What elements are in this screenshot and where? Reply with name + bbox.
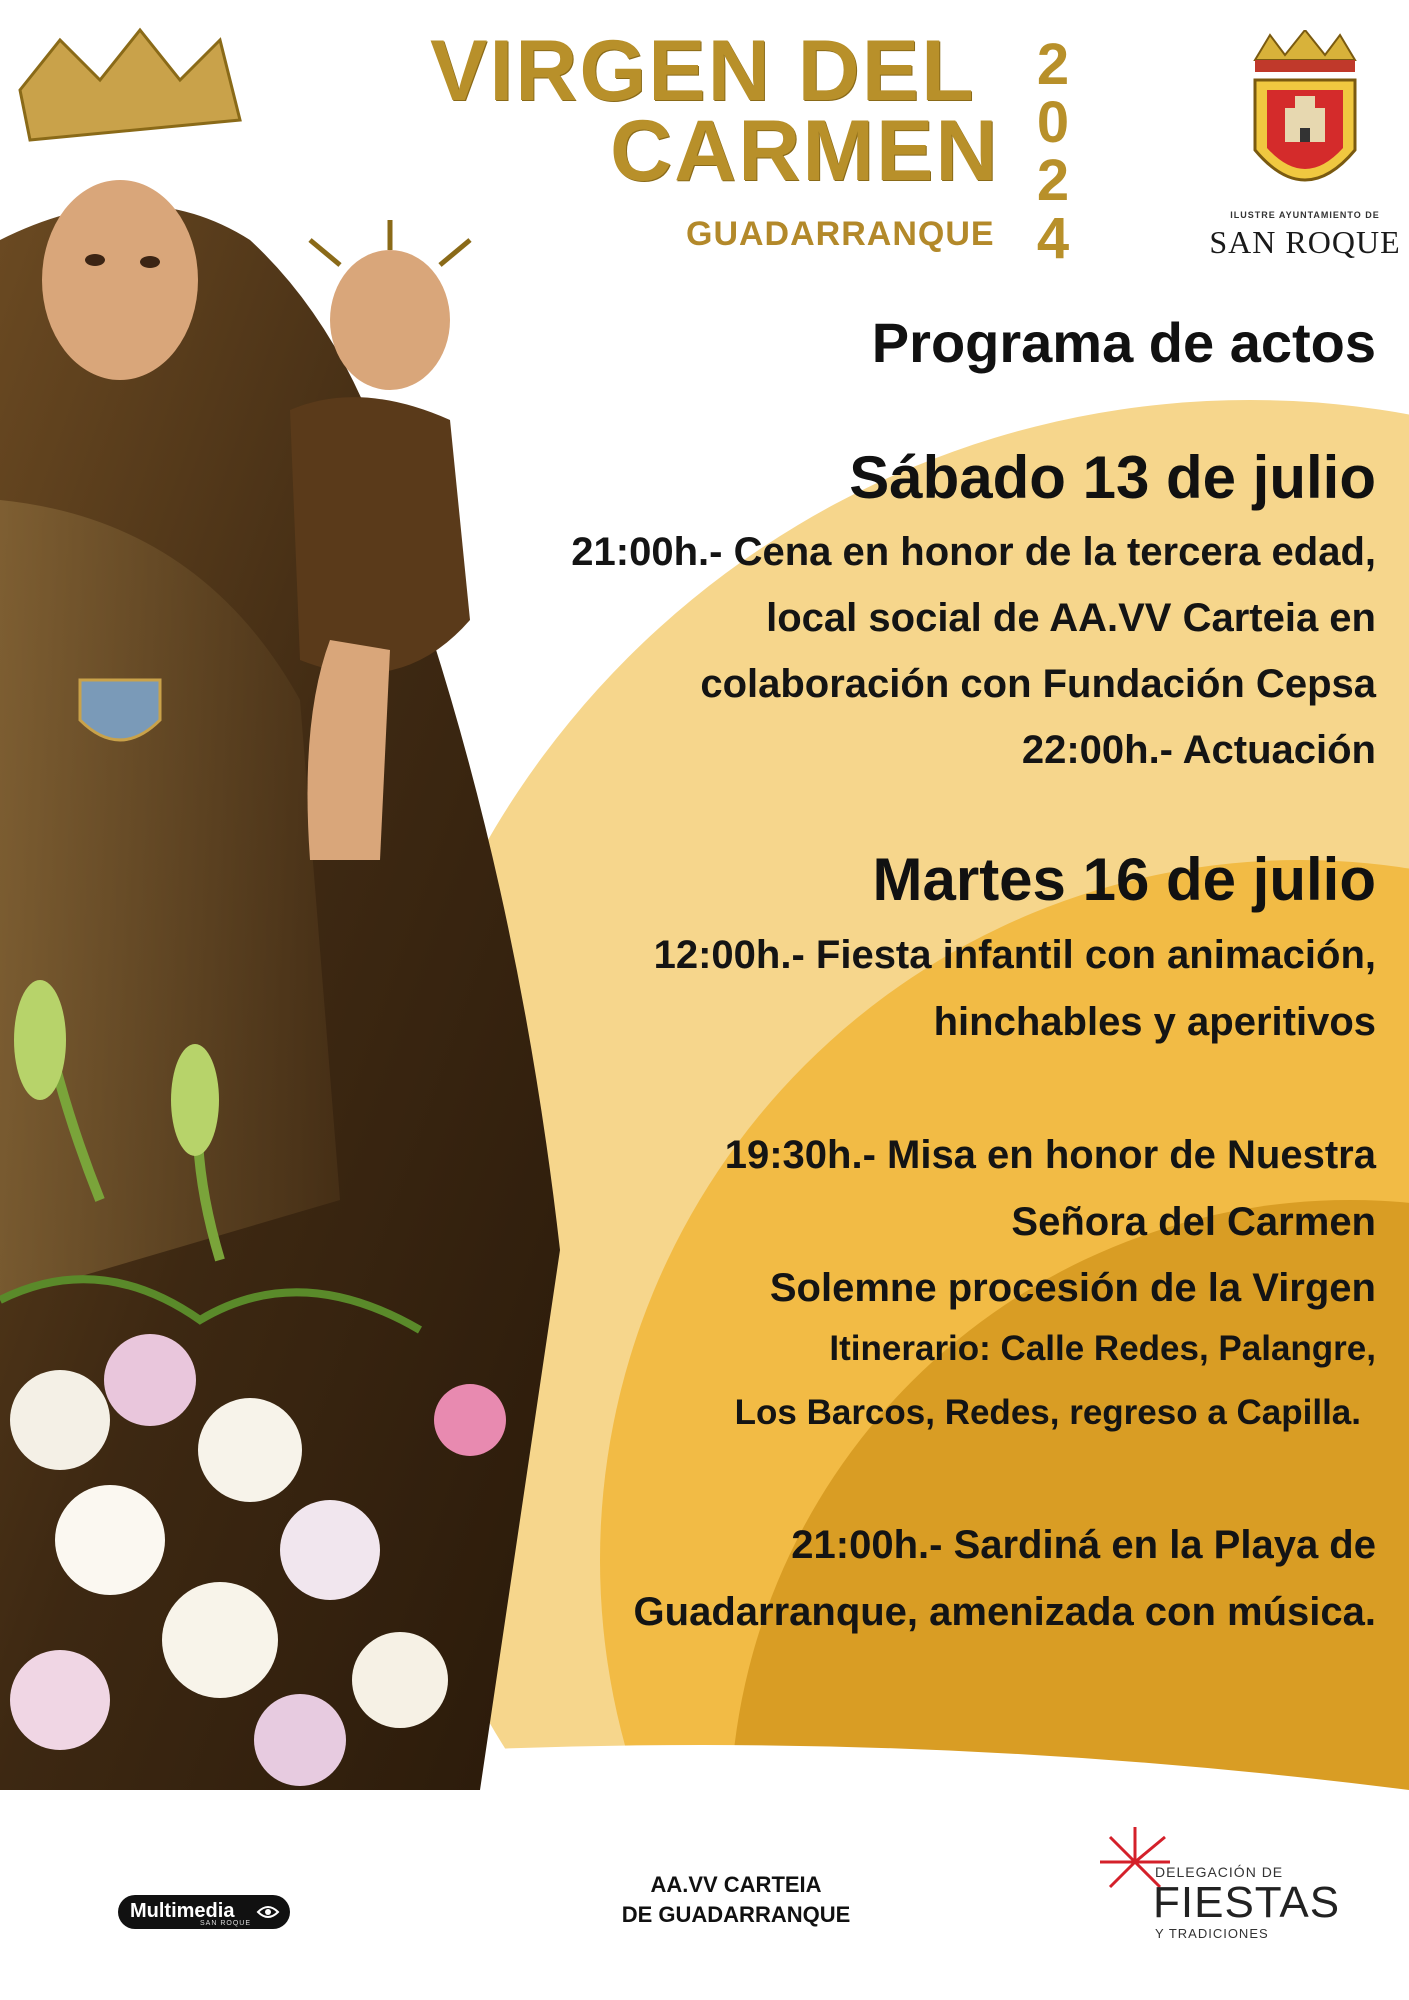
event-line: Los Barcos, Redes, regreso a Capilla. (734, 1393, 1361, 1432)
day-heading: Martes 16 de julio (872, 846, 1376, 913)
san-roque-crest-icon (1240, 30, 1370, 210)
crest-small-text: ILUSTRE AYUNTAMIENTO DE (1230, 210, 1380, 220)
day-heading: Sábado 13 de julio (849, 444, 1376, 511)
year-digit: 0 (1036, 90, 1070, 155)
event-line: 21:00h.- Sardiná en la Playa de (791, 1523, 1376, 1567)
program-title: Programa de actos (871, 311, 1376, 374)
event-line: Itinerario: Calle Redes, Palangre, (829, 1329, 1376, 1368)
event-line: 19:30h.- Misa en honor de Nuestra (724, 1133, 1376, 1177)
fiestas-sub-text: Y TRADICIONES (1155, 1926, 1269, 1941)
event-line: 12:00h.- Fiesta infantil con animación, (653, 933, 1376, 977)
multimedia-label: Multimedia (130, 1900, 235, 1922)
event-line: local social de AA.VV Carteia en (766, 596, 1376, 640)
event-line: colaboración con Fundación Cepsa (700, 662, 1376, 706)
assoc-line: DE GUADARRANQUE (621, 1902, 851, 1927)
title-line-2: CARMEN (610, 103, 1000, 199)
title-line-1: VIRGEN DEL (430, 23, 976, 119)
multimedia-logo (118, 1895, 290, 1929)
multimedia-icon (256, 1902, 280, 1922)
event-line: hinchables y aperitivos (933, 1000, 1376, 1044)
year-digit: 4 (1036, 206, 1070, 271)
event-line: Señora del Carmen (1011, 1200, 1376, 1244)
multimedia-sub: SAN ROQUE (200, 1920, 252, 1927)
fiestas-logo (1095, 1822, 1341, 1952)
year-digit: 2 (1036, 32, 1070, 97)
title-subtitle: GUADARRANQUE (686, 215, 995, 253)
year-digit: 2 (1036, 148, 1070, 213)
virgin-statue-image (0, 0, 700, 2000)
event-line: Solemne procesión de la Virgen (769, 1266, 1376, 1310)
fiestas-small-text: DELEGACIÓN DE (1155, 1864, 1284, 1880)
event-line: 22:00h.- Actuación (1021, 728, 1376, 772)
fiestas-big-text: FIESTAS (1153, 1878, 1341, 1927)
vertical-year (1028, 32, 1078, 271)
assoc-line: AA.VV CARTEIA (650, 1872, 822, 1897)
event-line: Guadarranque, amenizada con música. (633, 1590, 1376, 1634)
crest-name: SAN ROQUE (1209, 224, 1401, 260)
event-line: 21:00h.- Cena en honor de la tercera edad, (571, 530, 1376, 574)
association-credit (596, 1870, 876, 1930)
